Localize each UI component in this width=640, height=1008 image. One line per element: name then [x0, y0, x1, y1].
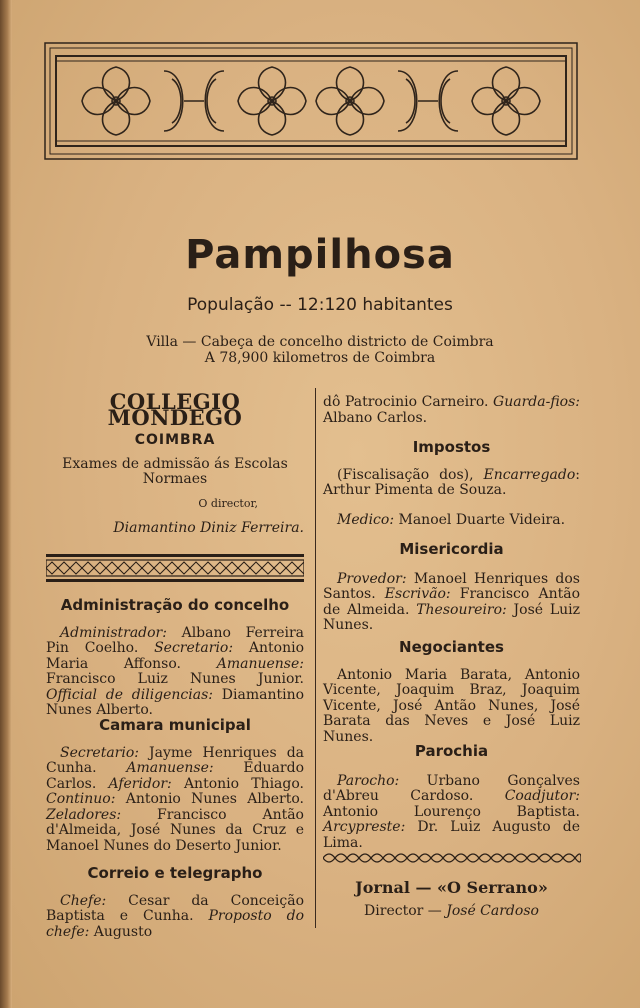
population-line: População -- 12:120 habitantes	[187, 295, 453, 315]
amanuense-value: Francisco Luiz Nunes Junior.	[46, 671, 304, 687]
location-description	[0, 334, 640, 366]
collegio-role: O director,	[198, 496, 258, 510]
collegio-city: COIMBRA	[134, 432, 216, 448]
collegio-ad	[46, 389, 304, 537]
medico-line	[323, 513, 580, 529]
collegio-director: Diamantino Diniz Ferreira.	[113, 520, 304, 536]
camara-amanuense-value: Eduardo Carlos.	[46, 760, 305, 792]
secretario-value: Antonio Maria Affonso.	[46, 640, 304, 672]
column-divider	[315, 388, 316, 928]
proposto-value: Augusto	[89, 923, 153, 940]
administracao-heading: Administração do concelho	[60, 596, 290, 614]
guarda-fios-label: Guarda-fios:	[493, 394, 580, 410]
camara-amanuense-label: Amanuense:	[126, 760, 214, 776]
jornal-director-label: Director —	[364, 902, 447, 919]
misericordia-text	[323, 572, 580, 634]
escrivao-label: Escrivão:	[384, 586, 451, 602]
amanuense-label: Amanuense:	[216, 655, 304, 672]
arcypreste-value: Dr. Luiz Augusto de Lima.	[323, 819, 580, 851]
impostos-text	[323, 468, 580, 499]
misericordia-heading: Misericordia	[399, 540, 504, 558]
parochia-text	[323, 774, 580, 852]
parochia-heading: Parochia	[414, 742, 489, 760]
fiscalisacao-text: (Fiscalisação dos),	[337, 466, 484, 483]
parocho-value: Urbano Gonçalves d'Abreu Cardoso.	[323, 772, 580, 804]
location-line-2: A 78,900 kilometros de Coimbra	[204, 350, 436, 366]
zeladores-label: Zeladores:	[46, 806, 122, 823]
correio-text	[46, 894, 304, 941]
continuo-value: Antonio Nunes Alberto.	[115, 791, 304, 807]
negociantes-text: Antonio Maria Barata, Antonio Vicente, Joaquim Braz, Joaquim Vicente, José Antão Nunes, José Barata das Neves e José Luiz Nunes.	[323, 666, 580, 745]
jornal-director-name: José Cardoso	[446, 902, 539, 919]
zeladores-value: Francisco Antão d'Almeida, José Nunes da Cruz e Manoel Nunes do Deserto Junior.	[46, 806, 304, 854]
correio-section	[46, 866, 304, 940]
aferidor-label: Aferidor:	[108, 775, 172, 792]
arcypreste-label: Arcypreste:	[323, 819, 406, 835]
thesoureiro-value: José Luiz Nunes.	[323, 601, 580, 633]
patrocinio-text: dô Patrocinio Carneiro.	[323, 394, 494, 410]
proposto-label: Proposto do chefe:	[46, 908, 304, 940]
jornal-name: Jornal — «O Serrano»	[355, 878, 548, 897]
jornal-section	[323, 880, 580, 919]
camara-text	[46, 746, 304, 855]
escrivao-value: Francisco Antão de Almeida.	[323, 586, 580, 618]
encarregado-value: : Arthur Pimenta de Souza.	[323, 466, 580, 498]
diligencias-label: Official de diligencias:	[46, 686, 214, 703]
misericordia-section	[323, 542, 580, 634]
correio-heading: Correio e telegrapho	[87, 864, 263, 882]
ornamental-divider-bar	[46, 553, 304, 583]
coadjutor-label: Coadjutor:	[504, 788, 580, 804]
ornamental-header-border	[44, 42, 578, 160]
impostos-heading: Impostos	[412, 438, 491, 456]
page-title: Pampilhosa	[185, 232, 455, 278]
administracao-value: Albano Ferreira Pin Coelho.	[46, 624, 304, 656]
provedor-label: Provedor:	[337, 570, 407, 587]
camara-section	[46, 718, 304, 854]
location-line-1: Villa — Cabeça de concelho districto de Coimbra	[146, 334, 494, 350]
chefe-value: Cesar da Conceição Baptista e Cunha.	[46, 892, 304, 924]
administracao-label: Administrador:	[60, 624, 167, 641]
continuo-label: Continuo:	[46, 791, 116, 807]
secretario-label: Secretario:	[154, 640, 234, 656]
chefe-label: Chefe:	[60, 892, 107, 909]
jornal-director-line	[323, 904, 580, 920]
aferidor-value: Antonio Thiago.	[171, 775, 304, 792]
encarregado-label: Encarregado	[483, 466, 576, 483]
guarda-fios-value: Albano Carlos.	[323, 409, 428, 426]
negociantes-heading: Negociantes	[399, 638, 504, 656]
administracao-section	[46, 598, 304, 719]
medico-label: Medico:	[337, 512, 395, 528]
negociantes-section	[323, 640, 580, 745]
impostos-section	[323, 440, 580, 499]
diligencias-value: Diamantino Nunes Alberto.	[46, 686, 305, 718]
collegio-text: Exames de admissão ás Escolas Normaes	[62, 455, 288, 487]
camara-heading: Camara municipal	[99, 716, 251, 734]
provedor-value: Manoel Henriques dos Santos.	[323, 570, 580, 602]
administracao-text	[46, 626, 304, 719]
coadjutor-value: Antonio Lourenço Baptista.	[323, 803, 580, 820]
camara-secretario-label: Secretario:	[60, 744, 139, 761]
collegio-name: COLLEGIO MONDEGO	[107, 389, 243, 430]
wavy-ornament-divider	[323, 852, 581, 864]
parocho-label: Parocho:	[337, 772, 400, 789]
camara-secretario-value: Jayme Henriques da Cunha.	[46, 744, 304, 776]
thesoureiro-label: Thesoureiro:	[416, 601, 507, 618]
correio-continued	[323, 395, 580, 426]
parochia-section	[323, 744, 580, 851]
page-binding-edge	[0, 0, 12, 1008]
medico-value: Manoel Duarte Videira.	[394, 512, 566, 528]
